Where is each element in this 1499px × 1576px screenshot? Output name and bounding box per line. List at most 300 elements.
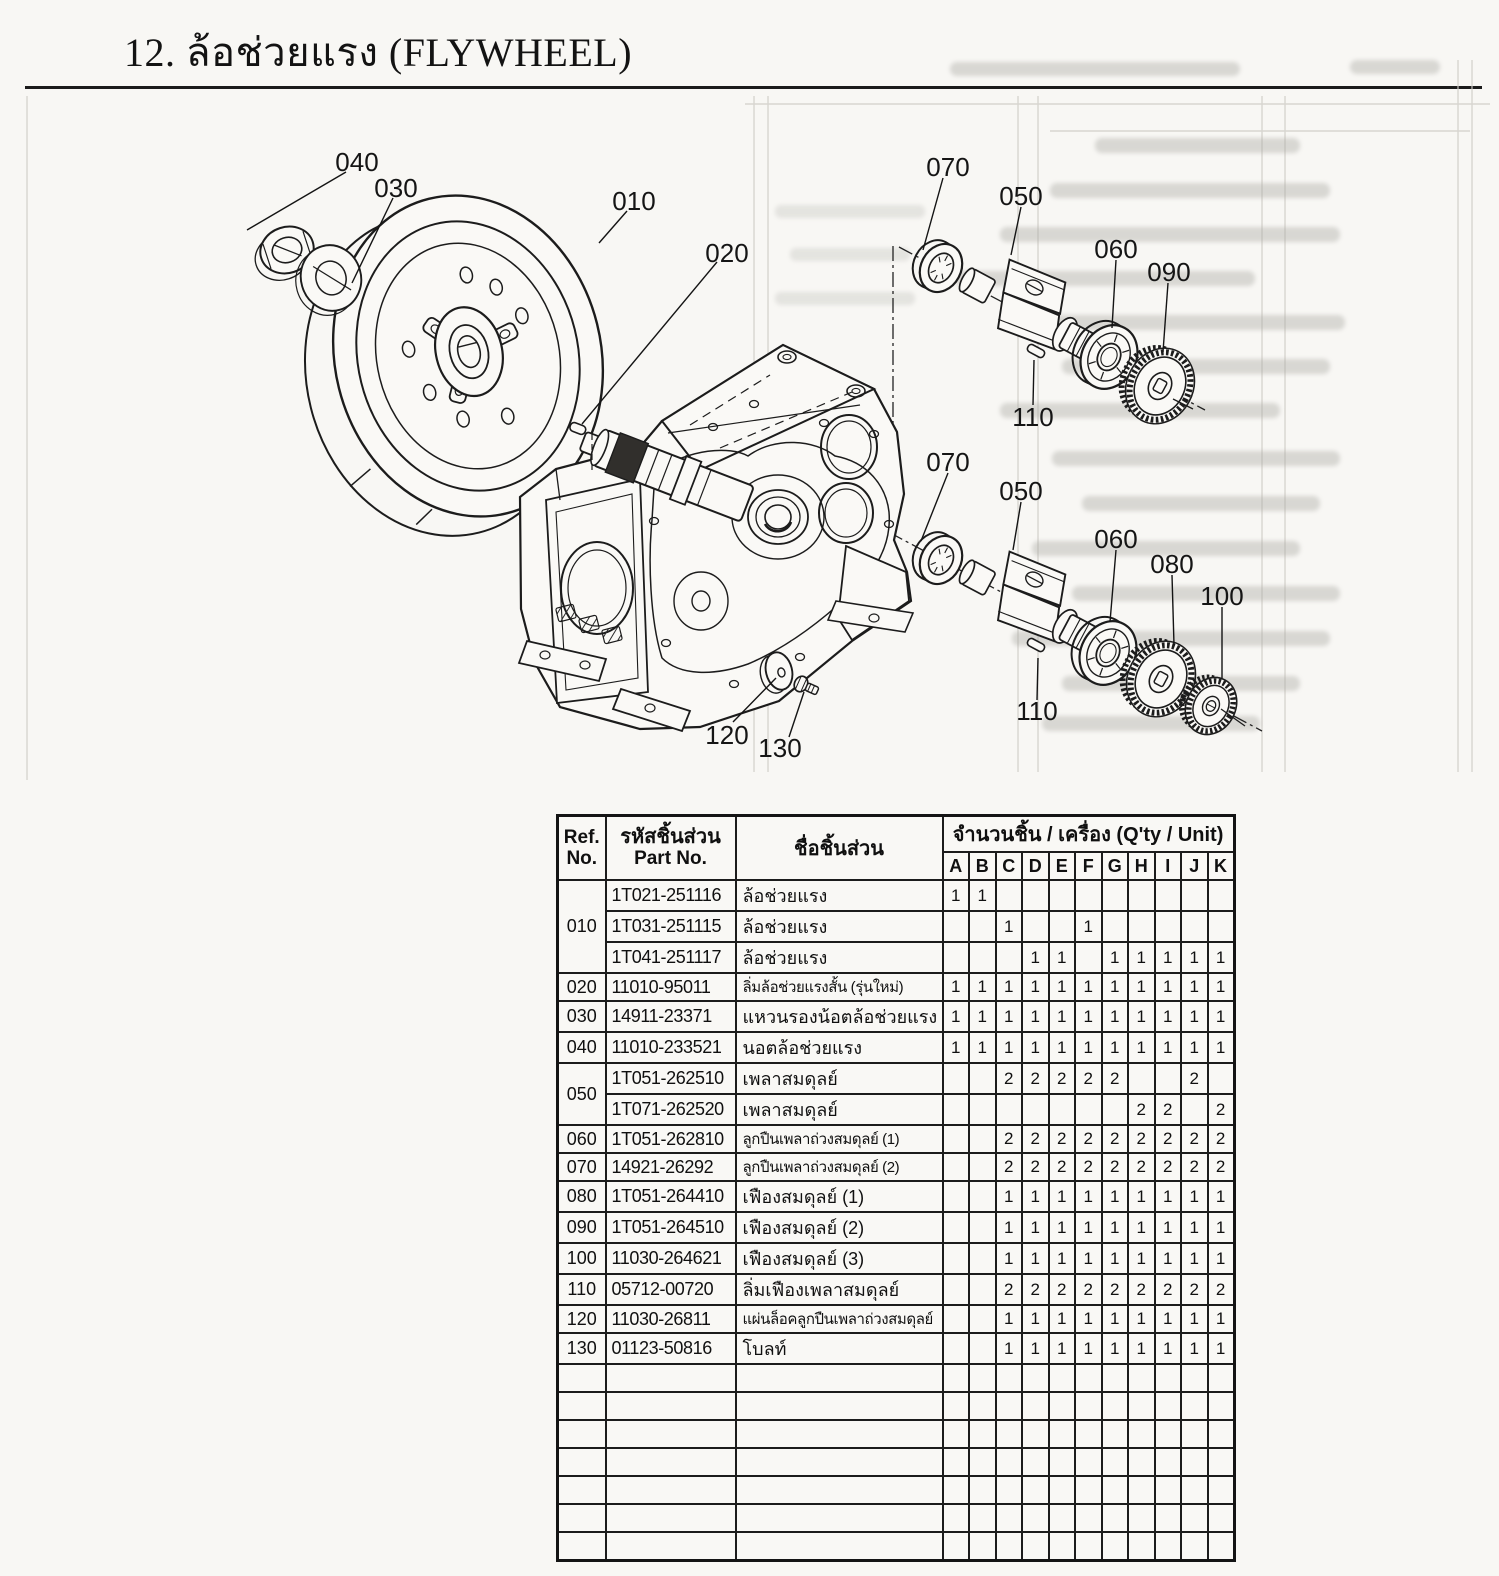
part-no-cell: 11010-233521 <box>606 1032 736 1063</box>
qty-cell-G: 1 <box>1102 973 1129 1001</box>
qty-cell-D: 2 <box>1022 1153 1049 1181</box>
qty-cell-G: 1 <box>1102 1181 1129 1212</box>
part-no-cell: 1T051-264410 <box>606 1181 736 1212</box>
unit-column-H: H <box>1128 852 1155 880</box>
ref-no-cell: 030 <box>558 1001 606 1032</box>
qty-cell-H: 1 <box>1128 1001 1155 1032</box>
empty-cell <box>1049 1392 1076 1420</box>
qty-cell-B: 1 <box>969 880 996 911</box>
part-no-cell: 11010-95011 <box>606 973 736 1001</box>
part-no-cell: 1T051-262810 <box>606 1125 736 1153</box>
empty-cell <box>1155 1476 1182 1504</box>
empty-cell <box>1075 1392 1102 1420</box>
qty-cell-K: 2 <box>1208 1125 1235 1153</box>
empty-cell <box>558 1448 606 1476</box>
qty-cell-J: 2 <box>1181 1063 1208 1094</box>
empty-cell <box>996 1420 1023 1448</box>
qty-cell-E <box>1049 911 1076 942</box>
qty-cell-A <box>943 1125 970 1153</box>
empty-cell <box>1049 1476 1076 1504</box>
qty-cell-I: 1 <box>1155 1032 1182 1063</box>
empty-cell <box>606 1392 736 1420</box>
qty-cell-H <box>1128 1063 1155 1094</box>
empty-cell <box>943 1448 970 1476</box>
table-row <box>558 1032 1235 1063</box>
qty-cell-F: 1 <box>1075 1032 1102 1063</box>
table-row <box>558 1243 1235 1274</box>
qty-cell-G: 1 <box>1102 1032 1129 1063</box>
part-no-cell: 11030-264621 <box>606 1243 736 1274</box>
qty-cell-I <box>1155 1063 1182 1094</box>
empty-cell <box>1181 1504 1208 1532</box>
empty-cell <box>969 1504 996 1532</box>
qty-cell-A <box>943 1243 970 1274</box>
empty-table-row <box>558 1420 1235 1448</box>
part-name-cell: เฟืองสมดุลย์ (3) <box>736 1243 943 1274</box>
empty-cell <box>736 1504 943 1532</box>
unit-column-K: K <box>1208 852 1235 880</box>
part-name-cell: ลูกปืนเพลาถ่วงสมดุลย์ (1) <box>736 1125 943 1153</box>
part-name-cell: โบลท์ <box>736 1333 943 1364</box>
qty-cell-C: 2 <box>996 1125 1023 1153</box>
empty-cell <box>996 1532 1023 1560</box>
qty-cell-E: 2 <box>1049 1063 1076 1094</box>
qty-cell-C: 2 <box>996 1274 1023 1305</box>
qty-cell-F: 1 <box>1075 973 1102 1001</box>
qty-cell-K: 1 <box>1208 1333 1235 1364</box>
callout-070-top: 070 <box>926 152 970 182</box>
qty-cell-F: 2 <box>1075 1153 1102 1181</box>
qty-cell-F: 2 <box>1075 1063 1102 1094</box>
empty-cell <box>1102 1448 1129 1476</box>
qty-cell-H: 1 <box>1128 1333 1155 1364</box>
part-no-cell: 1T051-262510 <box>606 1063 736 1094</box>
qty-cell-I: 1 <box>1155 1001 1182 1032</box>
empty-cell <box>558 1532 606 1560</box>
empty-cell <box>943 1364 970 1392</box>
qty-cell-A <box>943 1153 970 1181</box>
qty-cell-I: 2 <box>1155 1125 1182 1153</box>
qty-cell-H <box>1128 880 1155 911</box>
ref-no-cell: 110 <box>558 1274 606 1305</box>
qty-cell-I: 1 <box>1155 1243 1182 1274</box>
qty-cell-B <box>969 1333 996 1364</box>
empty-cell <box>1181 1364 1208 1392</box>
part-name-cell: ลิ่มล้อช่วยแรงสั้น (รุ่นใหม่) <box>736 973 943 1001</box>
qty-cell-G: 1 <box>1102 942 1129 973</box>
qty-cell-I <box>1155 880 1182 911</box>
qty-cell-K: 2 <box>1208 1094 1235 1125</box>
header-part-no <box>606 816 736 881</box>
qty-cell-F: 1 <box>1075 1001 1102 1032</box>
empty-cell <box>558 1392 606 1420</box>
empty-cell <box>606 1476 736 1504</box>
qty-cell-G: 1 <box>1102 1305 1129 1333</box>
part-name-cell: ล้อช่วยแรง <box>736 880 943 911</box>
empty-cell <box>1128 1392 1155 1420</box>
qty-cell-C <box>996 880 1023 911</box>
qty-cell-K: 1 <box>1208 1243 1235 1274</box>
qty-cell-F <box>1075 942 1102 973</box>
qty-cell-J: 1 <box>1181 1001 1208 1032</box>
qty-cell-C: 1 <box>996 1212 1023 1243</box>
qty-cell-I: 2 <box>1155 1153 1182 1181</box>
empty-cell <box>1102 1364 1129 1392</box>
qty-cell-B: 1 <box>969 973 996 1001</box>
empty-cell <box>1049 1420 1076 1448</box>
qty-cell-B <box>969 1243 996 1274</box>
qty-cell-H: 1 <box>1128 1243 1155 1274</box>
qty-cell-J: 1 <box>1181 1333 1208 1364</box>
qty-cell-G <box>1102 880 1129 911</box>
qty-cell-I: 1 <box>1155 973 1182 1001</box>
qty-cell-H: 2 <box>1128 1153 1155 1181</box>
part-no-cell: 1T071-262520 <box>606 1094 736 1125</box>
parts-table <box>556 814 1236 1562</box>
qty-cell-B <box>969 1153 996 1181</box>
empty-cell <box>736 1448 943 1476</box>
table-row <box>558 1333 1235 1364</box>
part-no-cell: 14911-23371 <box>606 1001 736 1032</box>
part-no-cell: 1T041-251117 <box>606 942 736 973</box>
qty-cell-C: 1 <box>996 1333 1023 1364</box>
qty-cell-C: 1 <box>996 1001 1023 1032</box>
qty-cell-E: 1 <box>1049 1212 1076 1243</box>
qty-cell-D: 1 <box>1022 1032 1049 1063</box>
empty-cell <box>1102 1476 1129 1504</box>
qty-cell-F: 1 <box>1075 1181 1102 1212</box>
empty-cell <box>1155 1504 1182 1532</box>
empty-cell <box>1102 1504 1129 1532</box>
empty-cell <box>1022 1448 1049 1476</box>
header-part-th: รหัสชิ้นส่วน <box>620 826 721 848</box>
qty-cell-I: 1 <box>1155 1305 1182 1333</box>
qty-cell-K: 1 <box>1208 1181 1235 1212</box>
empty-cell <box>1181 1532 1208 1560</box>
qty-cell-F <box>1075 1094 1102 1125</box>
qty-cell-A <box>943 1274 970 1305</box>
empty-cell <box>1128 1476 1155 1504</box>
empty-cell <box>558 1476 606 1504</box>
qty-cell-D: 1 <box>1022 973 1049 1001</box>
qty-cell-G: 2 <box>1102 1063 1129 1094</box>
ref-no-cell: 010 <box>558 880 606 973</box>
empty-cell <box>1181 1448 1208 1476</box>
qty-cell-E: 1 <box>1049 1305 1076 1333</box>
qty-cell-K <box>1208 880 1235 911</box>
empty-cell <box>1181 1476 1208 1504</box>
qty-cell-G: 1 <box>1102 1333 1129 1364</box>
empty-cell <box>969 1532 996 1560</box>
qty-cell-K <box>1208 1063 1235 1094</box>
empty-cell <box>606 1532 736 1560</box>
empty-cell <box>606 1448 736 1476</box>
empty-cell <box>606 1504 736 1532</box>
qty-cell-D: 1 <box>1022 1001 1049 1032</box>
qty-cell-D: 1 <box>1022 1212 1049 1243</box>
empty-cell <box>996 1504 1023 1532</box>
qty-cell-H <box>1128 911 1155 942</box>
empty-cell <box>1102 1420 1129 1448</box>
qty-cell-H: 1 <box>1128 942 1155 973</box>
part-name-cell: ล้อช่วยแรง <box>736 911 943 942</box>
empty-cell <box>1049 1448 1076 1476</box>
part-no-cell: 01123-50816 <box>606 1333 736 1364</box>
qty-cell-C: 1 <box>996 911 1023 942</box>
empty-table-row <box>558 1476 1235 1504</box>
qty-cell-J: 1 <box>1181 1243 1208 1274</box>
qty-cell-I: 1 <box>1155 1212 1182 1243</box>
empty-cell <box>969 1392 996 1420</box>
empty-cell <box>1128 1448 1155 1476</box>
ref-no-cell: 040 <box>558 1032 606 1063</box>
part-name-cell: เพลาสมดุลย์ <box>736 1063 943 1094</box>
table-row <box>558 973 1235 1001</box>
part-no-cell: 1T021-251116 <box>606 880 736 911</box>
qty-cell-E: 1 <box>1049 1243 1076 1274</box>
qty-cell-J: 1 <box>1181 973 1208 1001</box>
empty-cell <box>736 1476 943 1504</box>
callout-130: 130 <box>758 733 802 763</box>
empty-cell <box>1208 1504 1235 1532</box>
empty-cell <box>1049 1364 1076 1392</box>
qty-cell-A <box>943 1094 970 1125</box>
qty-cell-C: 1 <box>996 1305 1023 1333</box>
table-row <box>558 1212 1235 1243</box>
table-row <box>558 1181 1235 1212</box>
callout-080: 080 <box>1150 549 1194 579</box>
empty-cell <box>969 1448 996 1476</box>
empty-cell <box>1022 1476 1049 1504</box>
empty-cell <box>1075 1476 1102 1504</box>
empty-cell <box>969 1420 996 1448</box>
empty-cell <box>969 1476 996 1504</box>
qty-cell-J: 2 <box>1181 1125 1208 1153</box>
empty-cell <box>1208 1392 1235 1420</box>
empty-cell <box>969 1364 996 1392</box>
unit-column-G: G <box>1102 852 1129 880</box>
ref-no-cell: 090 <box>558 1212 606 1243</box>
qty-cell-F: 1 <box>1075 1333 1102 1364</box>
empty-cell <box>943 1476 970 1504</box>
empty-cell <box>1075 1364 1102 1392</box>
qty-cell-J: 1 <box>1181 1032 1208 1063</box>
part-name-cell: ล้อช่วยแรง <box>736 942 943 973</box>
qty-cell-B <box>969 1125 996 1153</box>
qty-cell-F: 1 <box>1075 1243 1102 1274</box>
qty-cell-H: 1 <box>1128 1212 1155 1243</box>
qty-cell-E: 2 <box>1049 1125 1076 1153</box>
part-no-cell: 14921-26292 <box>606 1153 736 1181</box>
empty-cell <box>1075 1532 1102 1560</box>
qty-cell-D: 1 <box>1022 942 1049 973</box>
empty-cell <box>1155 1364 1182 1392</box>
empty-cell <box>1022 1420 1049 1448</box>
qty-cell-E: 2 <box>1049 1274 1076 1305</box>
qty-cell-D: 1 <box>1022 1243 1049 1274</box>
qty-cell-E: 1 <box>1049 942 1076 973</box>
ref-no-cell: 120 <box>558 1305 606 1333</box>
qty-cell-A <box>943 1181 970 1212</box>
empty-cell <box>1022 1364 1049 1392</box>
empty-cell <box>736 1392 943 1420</box>
qty-cell-B: 1 <box>969 1032 996 1063</box>
qty-cell-G: 2 <box>1102 1274 1129 1305</box>
qty-cell-F: 1 <box>1075 1305 1102 1333</box>
empty-cell <box>1022 1504 1049 1532</box>
qty-cell-D <box>1022 880 1049 911</box>
qty-cell-J: 1 <box>1181 1305 1208 1333</box>
empty-table-row <box>558 1532 1235 1560</box>
empty-cell <box>996 1476 1023 1504</box>
callout-060-top: 060 <box>1094 234 1138 264</box>
qty-cell-A: 1 <box>943 1032 970 1063</box>
table-row <box>558 1305 1235 1333</box>
qty-cell-K: 1 <box>1208 1212 1235 1243</box>
unit-column-A: A <box>943 852 970 880</box>
empty-cell <box>1128 1532 1155 1560</box>
qty-cell-C: 1 <box>996 1032 1023 1063</box>
qty-cell-G: 1 <box>1102 1212 1129 1243</box>
header-ref-en2: No. <box>566 848 598 869</box>
qty-cell-A <box>943 942 970 973</box>
qty-cell-J: 1 <box>1181 1212 1208 1243</box>
empty-table-row <box>558 1364 1235 1392</box>
qty-cell-K: 2 <box>1208 1274 1235 1305</box>
ref-no-cell: 100 <box>558 1243 606 1274</box>
callout-060-bottom: 060 <box>1094 524 1138 554</box>
table-row <box>558 1001 1235 1032</box>
qty-cell-E <box>1049 1094 1076 1125</box>
qty-cell-D: 2 <box>1022 1125 1049 1153</box>
qty-cell-E: 2 <box>1049 1153 1076 1181</box>
qty-cell-F: 1 <box>1075 911 1102 942</box>
qty-cell-J: 1 <box>1181 942 1208 973</box>
qty-cell-H: 2 <box>1128 1125 1155 1153</box>
qty-cell-K: 1 <box>1208 1305 1235 1333</box>
ref-no-cell: 050 <box>558 1063 606 1125</box>
qty-cell-B <box>969 1094 996 1125</box>
qty-cell-I: 1 <box>1155 1181 1182 1212</box>
empty-cell <box>943 1532 970 1560</box>
qty-cell-C: 1 <box>996 1181 1023 1212</box>
ref-no-cell: 020 <box>558 973 606 1001</box>
empty-cell <box>1155 1392 1182 1420</box>
empty-cell <box>558 1364 606 1392</box>
empty-cell <box>1155 1420 1182 1448</box>
header-ref <box>558 816 606 881</box>
callout-120: 120 <box>705 720 749 750</box>
qty-cell-B <box>969 942 996 973</box>
qty-cell-H: 1 <box>1128 973 1155 1001</box>
callout-110-top: 110 <box>1012 402 1054 432</box>
qty-cell-G <box>1102 1094 1129 1125</box>
qty-cell-E: 1 <box>1049 1181 1076 1212</box>
empty-cell <box>996 1448 1023 1476</box>
qty-cell-B <box>969 1212 996 1243</box>
empty-table-row <box>558 1448 1235 1476</box>
qty-cell-G: 2 <box>1102 1125 1129 1153</box>
qty-cell-A <box>943 1063 970 1094</box>
callout-020: 020 <box>705 238 749 268</box>
qty-cell-F: 2 <box>1075 1125 1102 1153</box>
unit-column-E: E <box>1049 852 1076 880</box>
table-row <box>558 1125 1235 1153</box>
header-qty: จำนวนชิ้น / เครื่อง (Q'ty / Unit) <box>943 816 1235 853</box>
callout-090: 090 <box>1147 257 1191 287</box>
empty-cell <box>1022 1532 1049 1560</box>
qty-cell-H: 1 <box>1128 1032 1155 1063</box>
table-row <box>558 1274 1235 1305</box>
empty-cell <box>1049 1504 1076 1532</box>
header-ref-en: Ref. <box>563 827 600 848</box>
qty-cell-E: 1 <box>1049 1333 1076 1364</box>
part-no-cell: 11030-26811 <box>606 1305 736 1333</box>
part-name-cell: แผ่นล็อคลูกปืนเพลาถ่วงสมดุลย์ <box>736 1305 943 1333</box>
part-name-cell: ลิ่มเฟืองเพลาสมดุลย์ <box>736 1274 943 1305</box>
qty-cell-G: 1 <box>1102 1001 1129 1032</box>
empty-cell <box>996 1364 1023 1392</box>
header-part-en: Part No. <box>634 848 707 869</box>
empty-cell <box>1155 1448 1182 1476</box>
table-row <box>558 1063 1235 1094</box>
part-name-cell: เฟืองสมดุลย์ (1) <box>736 1181 943 1212</box>
empty-cell <box>1181 1392 1208 1420</box>
qty-cell-A <box>943 911 970 942</box>
qty-cell-E: 1 <box>1049 973 1076 1001</box>
empty-cell <box>1155 1532 1182 1560</box>
qty-cell-G <box>1102 911 1129 942</box>
qty-cell-B: 1 <box>969 1001 996 1032</box>
qty-cell-H: 2 <box>1128 1094 1155 1125</box>
ref-no-cell: 130 <box>558 1333 606 1364</box>
table-row <box>558 1094 1235 1125</box>
qty-cell-F: 2 <box>1075 1274 1102 1305</box>
qty-cell-H: 1 <box>1128 1305 1155 1333</box>
qty-cell-B <box>969 1181 996 1212</box>
part-no-cell: 1T031-251115 <box>606 911 736 942</box>
qty-cell-K <box>1208 911 1235 942</box>
table-row <box>558 911 1235 942</box>
empty-cell <box>943 1504 970 1532</box>
qty-cell-I <box>1155 911 1182 942</box>
empty-cell <box>736 1420 943 1448</box>
qty-cell-A <box>943 1212 970 1243</box>
empty-cell <box>1102 1532 1129 1560</box>
qty-cell-G: 1 <box>1102 1243 1129 1274</box>
ref-no-cell: 070 <box>558 1153 606 1181</box>
qty-cell-G: 2 <box>1102 1153 1129 1181</box>
qty-cell-C: 1 <box>996 973 1023 1001</box>
unit-column-J: J <box>1181 852 1208 880</box>
qty-cell-E <box>1049 880 1076 911</box>
empty-cell <box>1128 1420 1155 1448</box>
empty-cell <box>736 1532 943 1560</box>
part-name-cell: แหวนรองน้อตล้อช่วยแรง <box>736 1001 943 1032</box>
qty-cell-I: 1 <box>1155 942 1182 973</box>
qty-cell-C <box>996 1094 1023 1125</box>
empty-cell <box>1102 1392 1129 1420</box>
empty-cell <box>736 1364 943 1392</box>
callout-010: 010 <box>612 186 656 216</box>
unit-column-D: D <box>1022 852 1049 880</box>
parts-table-wrap <box>556 814 1236 1562</box>
qty-cell-C: 2 <box>996 1063 1023 1094</box>
qty-cell-H: 1 <box>1128 1181 1155 1212</box>
empty-cell <box>1075 1448 1102 1476</box>
empty-cell <box>996 1392 1023 1420</box>
empty-cell <box>558 1504 606 1532</box>
